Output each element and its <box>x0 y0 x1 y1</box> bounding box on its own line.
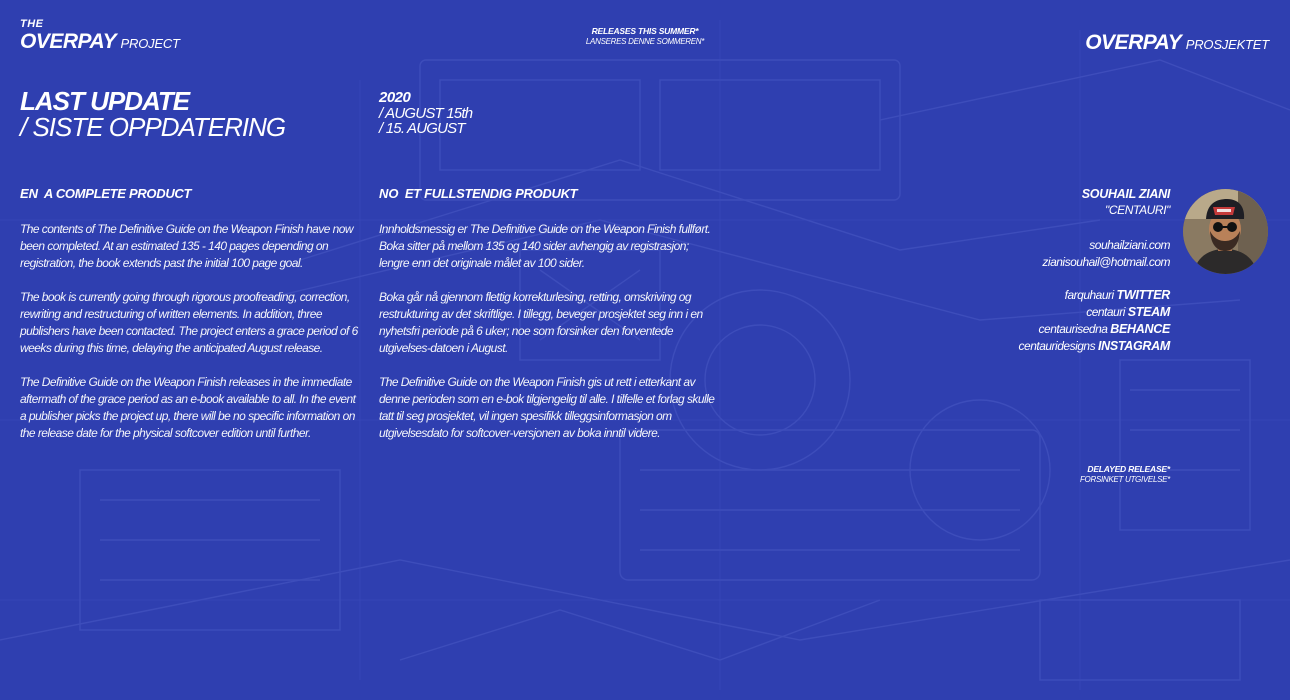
profile-photo-icon <box>1183 189 1268 274</box>
social-handle: farquhauri <box>1064 288 1114 302</box>
social-network: BEHANCE <box>1110 322 1170 336</box>
avatar <box>1183 189 1268 274</box>
english-paragraph: The contents of The Definitive Guide on the Weapon Finish have now been completed. At an estimated 135 - 140 pages depending on registration, the book extends past the initial 100 page goal. <box>20 222 354 270</box>
norwegian-paragraph: Innholdsmessig er The Definitive Guide on the Weapon Finish fullført. Boka sitter på mellom 135 og 140 sider avhengig av registrasjon; lengre enn det originale målet av 100 sider. <box>379 222 711 270</box>
logo-sub-text: PROJECT <box>120 36 180 51</box>
norwegian-heading-text: ET FULLSTENDIG PRODUKT <box>404 186 578 201</box>
contact-block <box>910 186 1170 355</box>
update-year: 2020 <box>379 89 411 106</box>
social-handle: centauridesigns <box>1018 339 1096 353</box>
delayed-notice-en: DELAYED RELEASE* <box>1087 464 1170 474</box>
language-code-no: NO <box>379 186 399 201</box>
delayed-notice-no: FORSINKET UTGIVELSE* <box>1079 475 1170 484</box>
norwegian-paragraph: The Definitive Guide on the Weapon Finish gis ut rett i etterkant av denne perioden som en e-bok tilgjengelig til alle. I tilfelle et forlag skulle tatt til seg prosjektet, vil ingen spesifikk tilleggsinformasjon om utgivelsesdato for softcover-versjonen av boka inntil videre. <box>379 375 715 440</box>
delayed-notice <box>1080 464 1170 485</box>
release-notice <box>500 26 790 47</box>
social-network: STEAM <box>1127 305 1170 319</box>
social-steam[interactable] <box>910 304 1170 321</box>
update-date <box>379 90 472 136</box>
english-column <box>20 186 360 459</box>
social-network: TWITTER <box>1116 288 1170 302</box>
logo-right <box>1085 31 1269 55</box>
social-handle: centauri <box>1086 305 1125 319</box>
author-name: SOUHAIL ZIANI <box>1081 187 1170 201</box>
logo-right-sub-text: PROSJEKTET <box>1185 37 1269 52</box>
last-update-no: / SISTE OPPDATERING <box>20 112 286 142</box>
social-instagram[interactable] <box>910 338 1170 355</box>
norwegian-heading <box>379 186 719 202</box>
social-behance[interactable] <box>910 321 1170 338</box>
logo-right-main-text: OVERPAY <box>1085 31 1182 54</box>
english-heading <box>20 186 360 202</box>
website-link[interactable]: souhailziani.com <box>1089 238 1170 252</box>
language-code-en: EN <box>20 186 39 201</box>
update-date-no: / 15. AUGUST <box>379 120 465 137</box>
logo-left <box>20 18 180 54</box>
release-notice-en: RELEASES THIS SUMMER* <box>591 26 699 36</box>
social-twitter[interactable] <box>910 287 1170 304</box>
english-heading-text: A COMPLETE PRODUCT <box>43 186 192 201</box>
author-nickname: "CENTAURI" <box>1105 203 1170 217</box>
update-date-en: / AUGUST 15th <box>379 105 473 122</box>
release-notice-no: LANSERES DENNE SOMMEREN* <box>585 37 705 46</box>
logo-main-text: OVERPAY <box>20 30 117 53</box>
norwegian-column <box>379 186 719 459</box>
english-paragraph: The book is currently going through rigorous proofreading, correction, rewriting and restructuring of written elements. In addition, three publishers have been contacted. The project enters a grace period of 6 weeks during this time, delaying the anticipated August release. <box>20 290 358 355</box>
last-update-title <box>20 88 285 140</box>
email-link[interactable]: zianisouhail@hotmail.com <box>1042 255 1170 269</box>
english-paragraph: The Definitive Guide on the Weapon Finish releases in the immediate aftermath of the grace period as an e-book available to all. In the event a publisher picks the project up, there will be no specific information on the release date for the physical softcover edition until further. <box>20 375 356 440</box>
logo-the: THE <box>20 18 44 30</box>
norwegian-paragraph: Boka går nå gjennom flettig korrekturlesing, retting, omskriving og restrukturing av det skriftlige. I tillegg, beveger prosjektet seg inn i en nyhetsfri periode på 6 uker; noe som forsinker den forventede utgivelses-datoen i August. <box>379 290 703 355</box>
last-update-en: LAST UPDATE <box>20 86 190 116</box>
social-network: INSTAGRAM <box>1097 339 1170 353</box>
social-handle: centaurisedna <box>1038 322 1108 336</box>
